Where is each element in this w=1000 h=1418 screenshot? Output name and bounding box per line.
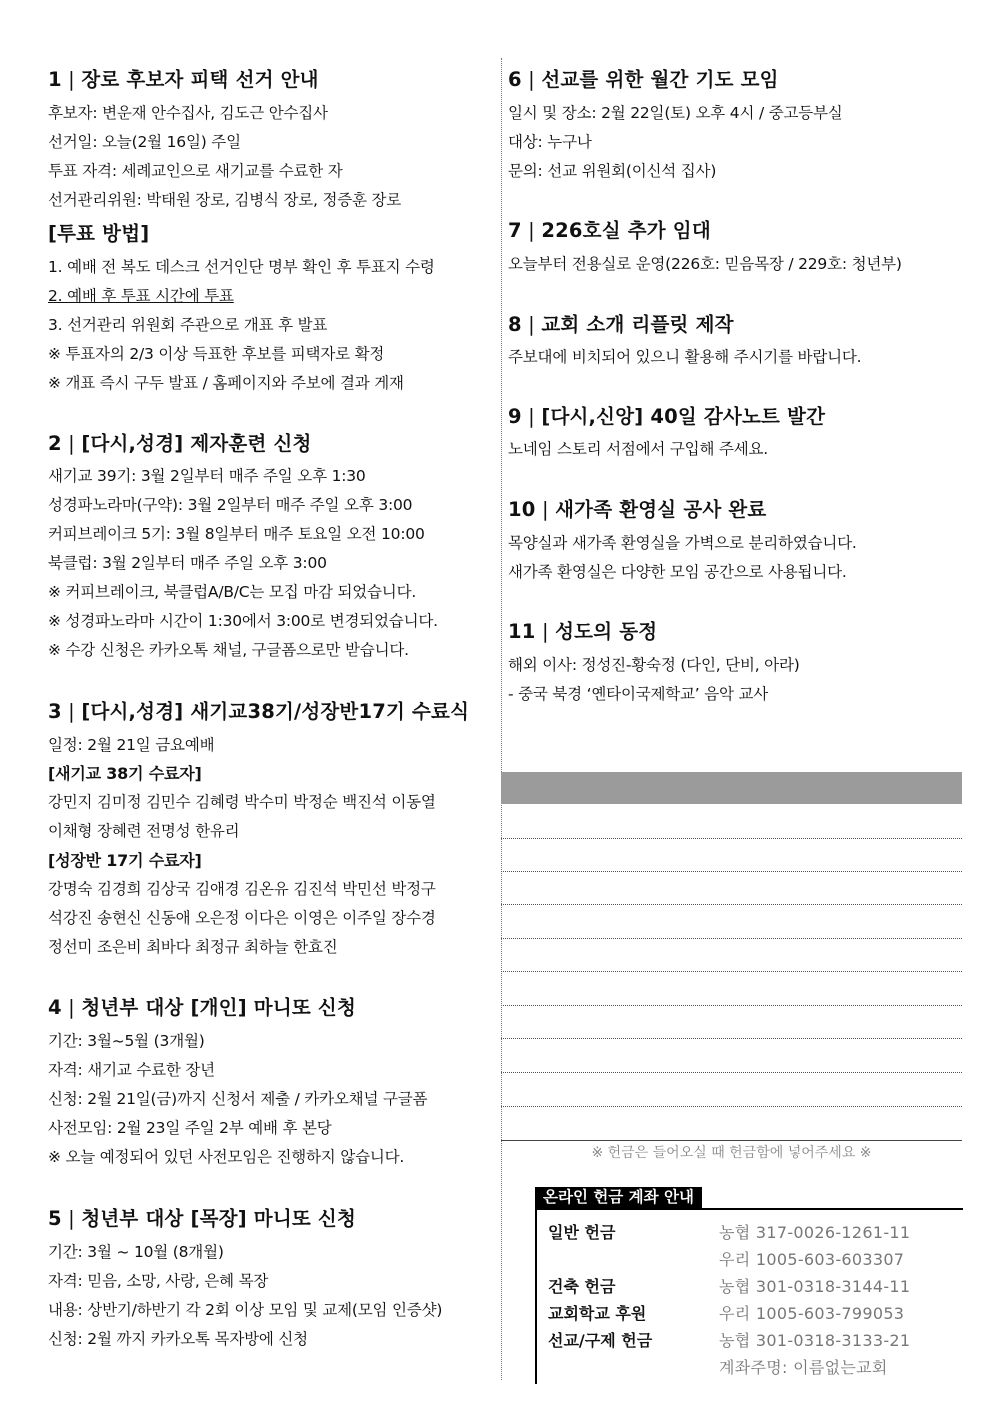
s3-group2-title: [성장반 17기 수료자] bbox=[48, 851, 202, 870]
s3-name-line: 정선미 조은비 최바다 최정규 최하늘 한효진 bbox=[48, 938, 338, 956]
s6-line: 일시 및 장소: 2월 22일(토) 오후 4시 / 중고등부실 bbox=[508, 104, 843, 122]
notes-line bbox=[501, 871, 962, 872]
section-10-heading: 10 | 새가족 환영실 공사 완료 bbox=[508, 498, 767, 521]
notes-line bbox=[501, 1072, 962, 1073]
s3-group1-title: [새기교 38기 수료자] bbox=[48, 764, 202, 783]
notes-bottom-rule bbox=[501, 1140, 962, 1141]
s1-step: 1. 예배 전 복도 데스크 선거인단 명부 확인 후 투표지 수령 bbox=[48, 258, 435, 276]
account-label: 교회학교 후원 bbox=[548, 1304, 647, 1323]
section-4-heading: 4 | 청년부 대상 [개인] 마니또 신청 bbox=[48, 996, 356, 1019]
section-11-heading: 11 | 성도의 동정 bbox=[508, 620, 658, 643]
account-holder: 계좌주명: 이름없는교회 bbox=[719, 1358, 888, 1377]
s1-step: 3. 선거관리 위원회 주관으로 개표 후 발표 bbox=[48, 316, 328, 334]
s9-line: 노네임 스토리 서점에서 구입해 주세요. bbox=[508, 440, 769, 458]
s11-line: - 중국 북경 ‘옌타이국제학교’ 음악 교사 bbox=[508, 685, 769, 703]
s3-name-line: 강민지 김미정 김민수 김혜령 박수미 박정순 백진석 이동열 bbox=[48, 793, 436, 811]
column-divider bbox=[501, 58, 502, 1380]
s7-line: 오늘부터 전용실로 운영(226호: 믿음목장 / 229호: 청년부) bbox=[508, 255, 902, 273]
notes-line bbox=[501, 938, 962, 939]
notes-line bbox=[501, 1038, 962, 1039]
s1-line: 투표 자격: 세례교인으로 새기교를 수료한 자 bbox=[48, 162, 343, 180]
s6-line: 대상: 누구나 bbox=[508, 133, 592, 151]
s5-line: 기간: 3월 ~ 10월 (8개월) bbox=[48, 1243, 224, 1261]
notes-line bbox=[501, 904, 962, 905]
s2-line: ※ 커피브레이크, 북클럽A/B/C는 모집 마감 되었습니다. bbox=[48, 583, 417, 601]
s3-name-line: 이채형 장혜련 전명성 한유리 bbox=[48, 822, 240, 840]
s2-line: 성경파노라마(구약): 3월 2일부터 매주 주일 오후 3:00 bbox=[48, 496, 413, 514]
account-number: 농협 317-0026-1261-11 bbox=[719, 1223, 911, 1242]
s3-name-line: 석강진 송현신 신동애 오은정 이다은 이영은 이주일 장수경 bbox=[48, 909, 436, 927]
s2-line: 커피브레이크 5기: 3월 8일부터 매주 토요일 오전 10:00 bbox=[48, 525, 425, 543]
s3-date: 일정: 2월 21일 금요예배 bbox=[48, 736, 215, 754]
s3-name-line: 강명숙 김경희 김상국 김애경 김온유 김진석 박민선 박정구 bbox=[48, 880, 436, 898]
section-7-heading: 7 | 226호실 추가 임대 bbox=[508, 219, 711, 242]
notes-line bbox=[501, 1005, 962, 1006]
s10-line: 목양실과 새가족 환영실을 가벽으로 분리하였습니다. bbox=[508, 534, 857, 552]
s1-step: ※ 개표 즉시 구두 발표 / 홈페이지와 주보에 결과 게재 bbox=[48, 374, 404, 392]
account-number: 우리 1005-603-799053 bbox=[719, 1304, 905, 1323]
section-1-heading: 1 | 장로 후보자 피택 선거 안내 bbox=[48, 68, 319, 91]
offering-note: ※ 헌금은 들어오실 때 헌금함에 넣어주세요 ※ bbox=[591, 1145, 872, 1161]
s11-line: 해외 이사: 정성진-황숙정 (다인, 단비, 아라) bbox=[508, 656, 800, 674]
account-label: 일반 헌금 bbox=[548, 1223, 616, 1242]
section-8-heading: 8 | 교회 소개 리플릿 제작 bbox=[508, 313, 734, 336]
s2-line: 북클럽: 3월 2일부터 매주 주일 오후 3:00 bbox=[48, 554, 327, 572]
s4-line: ※ 오늘 예정되어 있던 사전모임은 진행하지 않습니다. bbox=[48, 1148, 405, 1166]
notes-header-bar bbox=[501, 772, 962, 804]
s4-line: 신청: 2월 21일(금)까지 신청서 제출 / 카카오채널 구글폼 bbox=[48, 1090, 428, 1108]
account-number: 농협 301-0318-3133-21 bbox=[719, 1331, 911, 1350]
s1-step: ※ 투표자의 2/3 이상 득표한 후보를 피택자로 확정 bbox=[48, 345, 385, 363]
section-6-heading: 6 | 선교를 위한 월간 기도 모임 bbox=[508, 68, 779, 91]
notes-line bbox=[501, 971, 962, 972]
section-3-heading: 3 | [다시,성경] 새기교38기/성장반17기 수료식 bbox=[48, 700, 470, 723]
voting-method-heading: [투표 방법] bbox=[48, 222, 150, 245]
section-5-heading: 5 | 청년부 대상 [목장] 마니또 신청 bbox=[48, 1207, 356, 1230]
s4-line: 기간: 3월~5월 (3개월) bbox=[48, 1032, 205, 1050]
s6-line: 문의: 선교 위원회(이신석 집사) bbox=[508, 162, 717, 180]
account-label: 선교/구제 헌금 bbox=[548, 1331, 653, 1350]
s1-line: 선거일: 오늘(2월 16일) 주일 bbox=[48, 133, 241, 151]
account-number: 우리 1005-603-603307 bbox=[719, 1250, 905, 1269]
section-9-heading: 9 | [다시,신앙] 40일 감사노트 발간 bbox=[508, 405, 826, 428]
s4-line: 자격: 새기교 수료한 장년 bbox=[48, 1061, 215, 1079]
s10-line: 새가족 환영실은 다양한 모임 공간으로 사용됩니다. bbox=[508, 563, 847, 581]
s5-line: 신청: 2월 까지 카카오톡 목자방에 신청 bbox=[48, 1330, 308, 1348]
s4-line: 사전모임: 2월 23일 주일 2부 예배 후 본당 bbox=[48, 1119, 332, 1137]
s1-line: 선거관리위원: 박태원 장로, 김병식 장로, 정증훈 장로 bbox=[48, 191, 402, 209]
s2-line: 새기교 39기: 3월 2일부터 매주 주일 오후 1:30 bbox=[48, 467, 366, 485]
account-number: 농협 301-0318-3144-11 bbox=[719, 1277, 911, 1296]
account-label: 건축 헌금 bbox=[548, 1277, 616, 1296]
s8-line: 주보대에 비치되어 있으니 활용해 주시기를 바랍니다. bbox=[508, 348, 862, 366]
notes-line bbox=[501, 1106, 962, 1107]
s1-step: 2. 예배 후 투표 시간에 투표 bbox=[48, 287, 234, 305]
s2-line: ※ 수강 신청은 카카오톡 채널, 구글폼으로만 받습니다. bbox=[48, 641, 409, 659]
notes-line bbox=[501, 838, 962, 839]
s5-line: 자격: 믿음, 소망, 사랑, 은혜 목장 bbox=[48, 1272, 269, 1290]
s1-line: 후보자: 변운재 안수집사, 김도근 안수집사 bbox=[48, 104, 328, 122]
accounts-title: 온라인 헌금 계좌 안내 bbox=[535, 1187, 702, 1208]
s2-line: ※ 성경파노라마 시간이 1:30에서 3:00로 변경되었습니다. bbox=[48, 612, 438, 630]
section-2-heading: 2 | [다시,성경] 제자훈련 신청 bbox=[48, 432, 312, 455]
s5-line: 내용: 상반기/하반기 각 2회 이상 모임 및 교제(모임 인증샷) bbox=[48, 1301, 443, 1319]
